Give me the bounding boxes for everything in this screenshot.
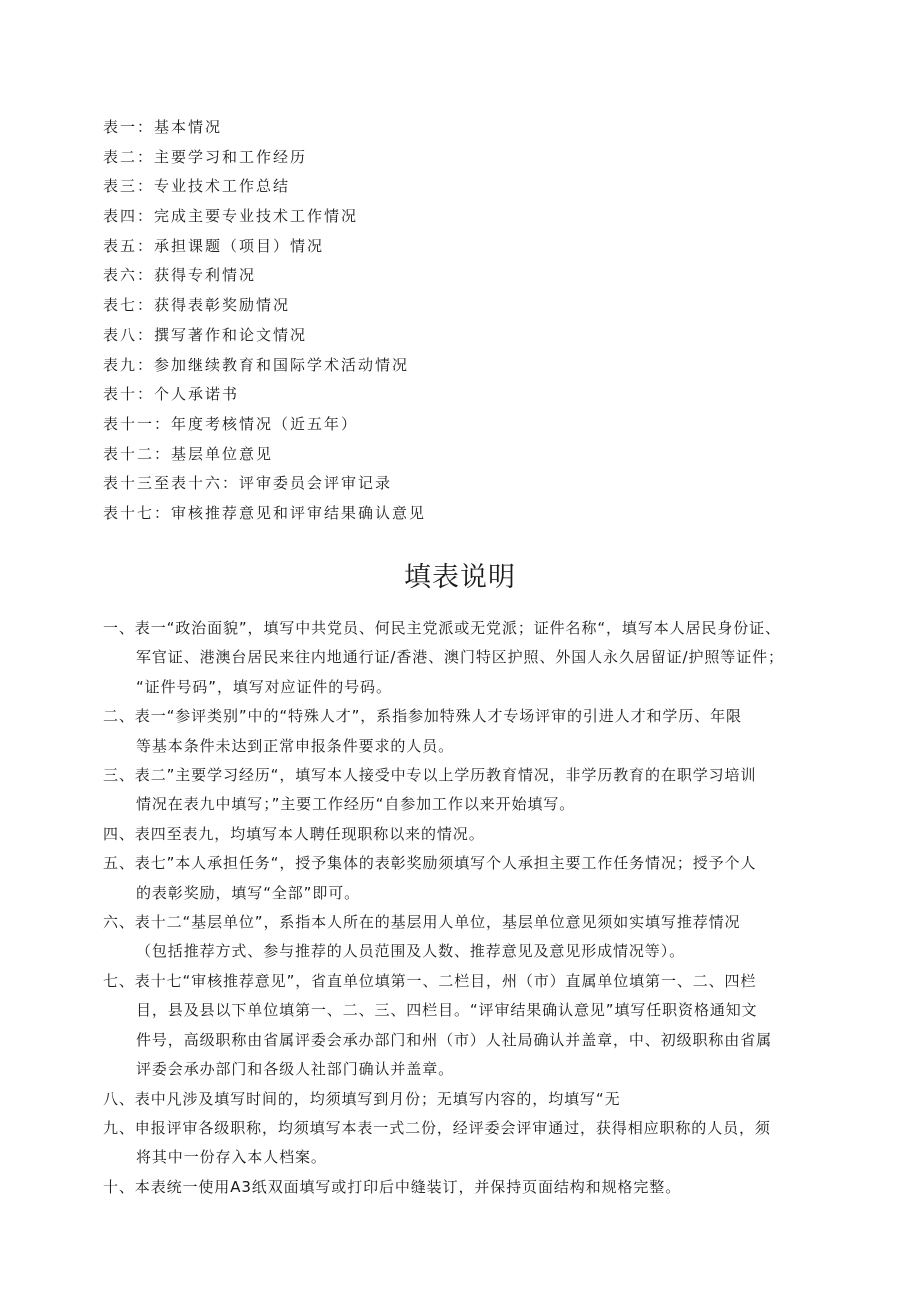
instruction-line: 将其中一份存入本人档案。: [136, 1148, 327, 1167]
toc-item: 表八：撰写著作和论文情况: [103, 325, 308, 344]
instruction-item: [103, 908, 843, 967]
instruction-item: [103, 761, 843, 820]
instruction-item: [103, 1085, 843, 1114]
instruction-item: [103, 614, 843, 702]
instruction-item: [103, 967, 843, 1085]
toc-item: 表二：主要学习和工作经历: [103, 147, 308, 166]
instruction-line: 军官证、港澳台居民来往内地通行证/香港、澳门特区护照、外国人永久居留证/护照等证件；: [136, 648, 784, 667]
toc-item: 表七：获得表彰奖励情况: [103, 296, 291, 315]
toc-item: 表六：获得专利情况: [103, 266, 257, 285]
toc-item: 表一：基本情况: [103, 118, 223, 136]
instruction-line: 九、申报评审各级职称，均须填写本表一式二份，经评委会评审通过，获得相应职称的人员，须: [103, 1118, 771, 1137]
instruction-line: （包括推荐方式、参与推荐的人员范围及人数、推荐意见及意见形成情况等）。: [136, 942, 686, 961]
instruction-line: 七、表十七“审核推荐意见”，省直单位填第一、二栏目，州（市）直属单位填第一、二、四栏: [103, 971, 757, 990]
instruction-line: 二、表一“参评类别”中的“特殊人才”，系指参加特殊人才专场评审的引进人才和学历、年限: [103, 707, 742, 726]
page-title: 填表说明: [404, 562, 516, 593]
instruction-line: 四、表四至表九，均填写本人聘任现职称以来的情况。: [103, 824, 485, 843]
instruction-line: 情况在表九中填写；”主要工作经历“自参加工作以来开始填写。: [136, 795, 576, 814]
instruction-item: [103, 849, 843, 908]
toc-item: 表十一：年度考核情况（近五年）: [103, 414, 359, 433]
instruction-line: 评委会承办部门和各级人社部门确认并盖章。: [136, 1060, 455, 1079]
instruction-line: 件号，高级职称由省属评委会承办部门和州（市）人社局确认并盖章，中、初级职称由省属: [136, 1030, 773, 1049]
toc-item: 表十：个人承诺书: [103, 385, 240, 404]
instruction-item: [103, 702, 843, 761]
instructions-list: [103, 614, 843, 1202]
instruction-line: 目，县及县以下单位填第一、二、三、四栏目。“评审结果确认意见”填写任职资格通知文: [136, 1001, 758, 1020]
toc-item: 表十七：审核推荐意见和评审结果确认意见: [103, 503, 427, 522]
toc-item: 表十二：基层单位意见: [103, 444, 274, 463]
instruction-line: 五、表七”本人承担任务“，授予集体的表彰奖励须填写个人承担主要工作任务情况；授予个人: [103, 854, 757, 873]
instruction-item: [103, 1114, 843, 1173]
toc-item: 表九：参加继续教育和国际学术活动情况: [103, 355, 410, 374]
instruction-item: [103, 820, 843, 849]
toc-item: 表四：完成主要专业技术工作情况: [103, 207, 359, 226]
instruction-line: 十、本表统一使用A3纸双面填写或打印后中缝装订，并保持页面结构和规格完整。: [103, 1177, 682, 1196]
toc-item: 表十三至表十六：评审委员会评审记录: [103, 474, 393, 493]
instruction-line: “证件号码”，填写对应证件的号码。: [136, 677, 392, 696]
instruction-line: 八、表中凡涉及填写时间的，均须填写到月份；无填写内容的，均填写“无: [103, 1089, 621, 1108]
instruction-line: 一、表一“政治面貌”，填写中共党员、何民主党派或无党派；证件名称“，填写本人居民身份证、: [103, 619, 781, 637]
instruction-line: 的表彰奖励，填写“全部”即可。: [136, 883, 361, 902]
toc-item: 表五：承担课题（项目）情况: [103, 236, 325, 255]
toc-item: 表三：专业技术工作总结: [103, 177, 291, 196]
instruction-line: 等基本条件未达到正常申报条件要求的人员。: [136, 736, 455, 755]
instruction-item: [103, 1173, 843, 1202]
instruction-line: 三、表二”主要学习经历“，填写本人接受中专以上学历教育情况，非学历教育的在职学习培训: [103, 766, 757, 785]
instruction-line: 六、表十二“基层单位”，系指本人所在的基层用人单位，基层单位意见须如实填写推荐情况: [103, 913, 741, 932]
table-of-contents: [103, 113, 823, 529]
